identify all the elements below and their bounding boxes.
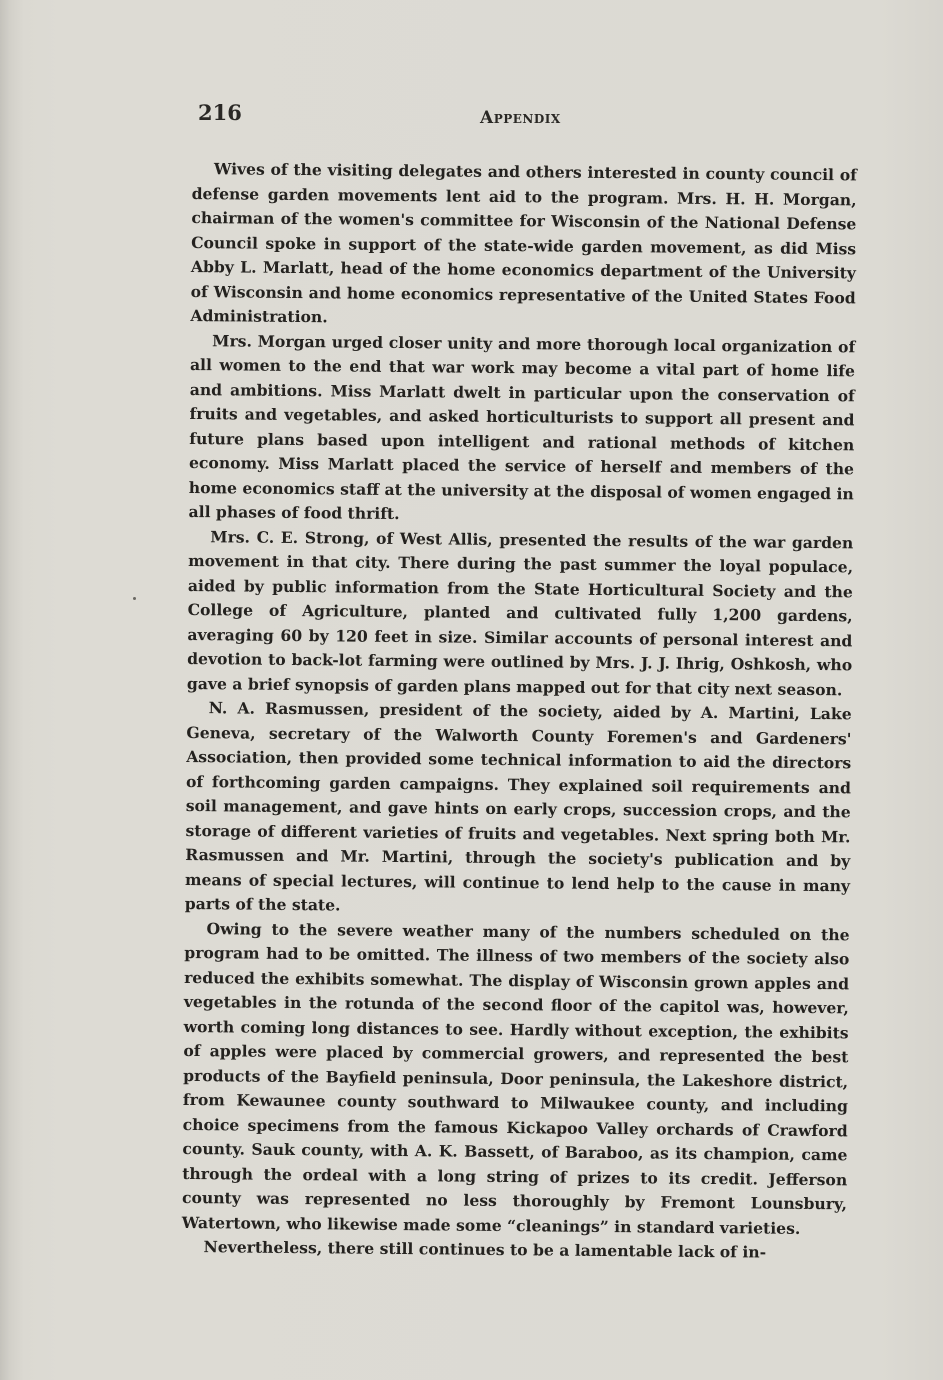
paper-speck — [133, 597, 136, 600]
running-head: Appendix — [480, 108, 561, 128]
body-text — [181, 157, 857, 1266]
paragraph-1: Wives of the visiting delegates and others interested in county council of defense garden movements lent aid to the program. Mrs. H. H. Morgan, chairman of the women's committee for Wisconsin of the National Defense Council spoke in support of the state-wide garden movement, as did Miss Abby L. Marlatt, head of the home economics department of the University of Wisconsin and home economics representative of the United States Food Administration. — [190, 159, 857, 327]
page-number: 216 — [198, 100, 242, 125]
paragraph-6: Nevertheless, there still continues to be a lamentable lack of in- — [203, 1237, 767, 1262]
page-header — [198, 98, 863, 128]
paragraph-2: Mrs. Morgan urged closer unity and more thorough local organization of all women to the end that war work may become a vital part of home life and ambitions. Miss Marlatt dwelt in particular upon the conservation of fruits and vegetables, and asked horticulturists to support all present and future plans based upon intelligent and rational methods of kitchen economy. Miss Marlatt placed the service of herself and members of the home economics staff at the university at the disposal of women engaged in all phases of food thrift. — [188, 330, 856, 524]
paragraph-5: Owing to the severe weather many of the numbers scheduled on the program had to be omitted. The illness of two members of the society also reduced the exhibits somewhat. The display of Wisconsin grown apples and vegetables in the rotunda of the second floor of the capitol was, however, worth coming long distances to see. Hardly without exception, the exhibits of apples were placed by commercial growers, and represented the best products of the Bayfield peninsula, Door peninsula, the Lakeshore district, from Kewaunee county southward to Milwaukee county, and including choice specimens from the famous Kickapoo Valley orchards of Crawford county. Sauk county, with A. K. Bassett, of Baraboo, as its champion, came through the ordeal with a long string of prizes to its credit. Jefferson county was represented no less thoroughly by Fremont Lounsbury, Watertown, who likewise made some “cleanings” in standard varieties. — [181, 918, 850, 1238]
paragraph-3: Mrs. C. E. Strong, of West Allis, presented the results of the war garden movement in that city. There during the past summer the loyal populace, aided by public information from the State Horticultural Society and the College of Agriculture, planted and cultivated fully 1,200 gardens, averaging 60 by 120 feet in size. Similar accounts of personal interest and devotion to back-lot farming were outlined by Mrs. J. J. Ihrig, Oshkosh, who gave a brief synopsis of garden plans mapped out for that city next season. — [186, 526, 854, 699]
paragraph-4: N. A. Rasmussen, president of the society, aided by A. Martini, Lake Geneva, secretary of the Walworth County Foremen's and Gardeners' Association, then provided some technical information to aid the directors of forthcoming garden campaigns. They explained soil requirements and soil management, and gave hints on early crops, succession crops, and the storage of different varieties of fruits and vegetables. Next spring both Mr. Rasmussen and Mr. Martini, through the society's publication and by means of special lectures, will continue to lend help to the cause in many parts of the state. — [184, 698, 852, 915]
